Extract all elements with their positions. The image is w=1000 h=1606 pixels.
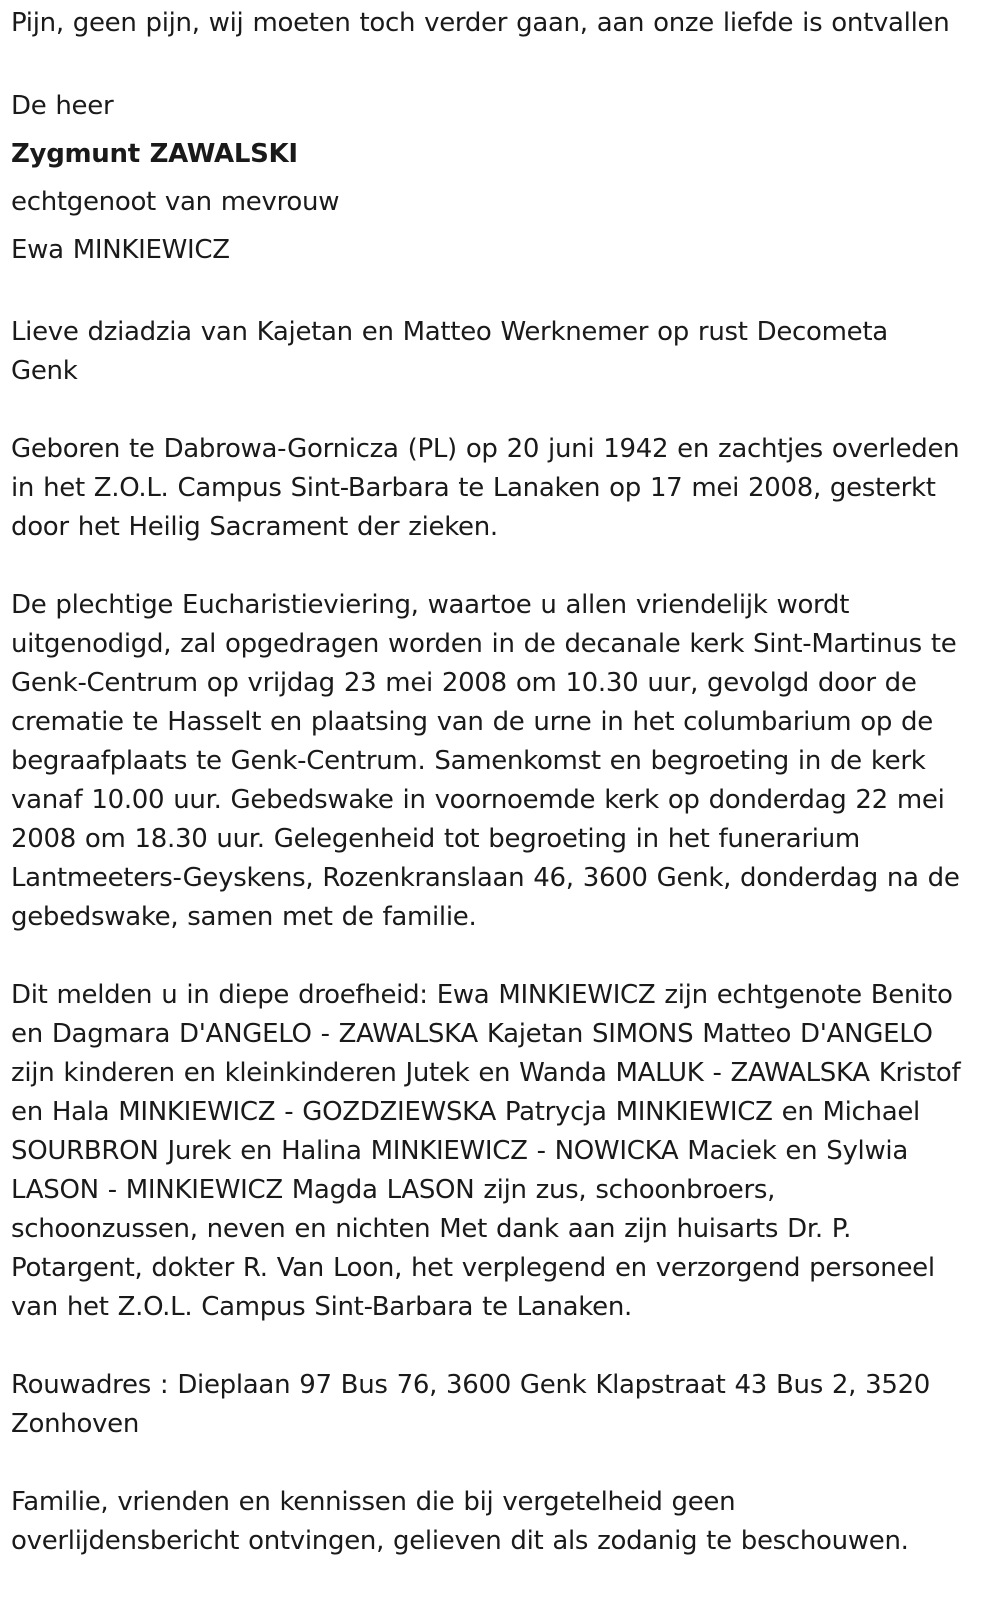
ceremony-line: uitgenodigd, zal opgedragen worden in de decanale kerk Sint-Martinus te: [11, 629, 957, 659]
family-line: Dit melden u in diepe droefheid: Ewa MINKIEWICZ zijn echtgenote Benito: [11, 980, 953, 1010]
ceremony-line: Genk-Centrum op vrijdag 23 mei 2008 om 10.30 uur, gevolgd door de: [11, 668, 917, 698]
address-line: Rouwadres : Dieplaan 97 Bus 76, 3600 Genk Klapstraat 43 Bus 2, 3520: [11, 1370, 931, 1400]
closing-paragraph: [11, 1483, 986, 1561]
ceremony-line: Lantmeeters-Geyskens, Rozenkranslaan 46, 3600 Genk, donderdag na de: [11, 863, 960, 893]
ceremony-line: gebedswake, samen met de familie.: [11, 902, 477, 932]
spacer: [11, 46, 986, 82]
address-paragraph: [11, 1366, 986, 1444]
ceremony-paragraph: [11, 586, 986, 937]
spacer: [11, 274, 986, 313]
ceremony-line: crematie te Hasselt en plaatsing van de urne in het columbarium op de: [11, 707, 933, 737]
family-line: schoonzussen, neven en nichten Met dank aan zijn huisarts Dr. P.: [11, 1214, 852, 1244]
family-line: en Dagmara D'ANGELO - ZAWALSKA Kajetan SIMONS Matteo D'ANGELO: [11, 1019, 933, 1049]
birth-paragraph: [11, 430, 986, 547]
family-line: SOURBRON Jurek en Halina MINKIEWICZ - NOWICKA Maciek en Sylwia: [11, 1136, 908, 1166]
spacer: [11, 1327, 986, 1366]
birth-line: Geboren te Dabrowa-Gornicza (PL) op 20 juni 1942 en zachtjes overleden: [11, 434, 960, 464]
family-line: LASON - MINKIEWICZ Magda LASON zijn zus, schoonbroers,: [11, 1175, 776, 1205]
birth-line: door het Heilig Sacrament der zieken.: [11, 512, 498, 542]
ceremony-line: begraafplaats te Genk-Centrum. Samenkomst en begroeting in de kerk: [11, 746, 926, 776]
family-line: van het Z.O.L. Campus Sint-Barbara te Lanaken.: [11, 1292, 632, 1322]
birth-line: in het Z.O.L. Campus Sint-Barbara te Lanaken op 17 mei 2008, gesterkt: [11, 473, 936, 503]
spacer: [11, 1444, 986, 1483]
description-line: Genk: [11, 356, 78, 386]
spacer: [11, 937, 986, 976]
obituary-document: [11, 0, 986, 1561]
ceremony-line: vanaf 10.00 uur. Gebedswake in voornoemde kerk op donderdag 22 mei: [11, 785, 945, 815]
family-paragraph: [11, 976, 986, 1327]
closing-line: overlijdensbericht ontvingen, gelieven dit als zodanig te beschouwen.: [11, 1526, 909, 1556]
address-line: Zonhoven: [11, 1409, 140, 1439]
family-line: Potargent, dokter R. Van Loon, het verplegend en verzorgend personeel: [11, 1253, 935, 1283]
family-line: zijn kinderen en kleinkinderen Jutek en Wanda MALUK - ZAWALSKA Kristof: [11, 1058, 961, 1088]
ceremony-line: 2008 om 18.30 uur. Gelegenheid tot begroeting in het funerarium: [11, 824, 860, 854]
description-paragraph: [11, 313, 986, 391]
description-line: Lieve dziadzia van Kajetan en Matteo Werknemer op rust Decometa: [11, 317, 888, 347]
spacer: [11, 547, 986, 586]
family-line: en Hala MINKIEWICZ - GOZDZIEWSKA Patrycja MINKIEWICZ en Michael: [11, 1097, 920, 1127]
intro-line: Pijn, geen pijn, wij moeten toch verder gaan, aan onze liefde is ontvallen: [11, 8, 950, 38]
ceremony-line: De plechtige Eucharistieviering, waartoe u allen vriendelijk wordt: [11, 590, 850, 620]
deceased-name: Zygmunt ZAWALSKI: [11, 139, 298, 169]
salutation: De heer: [11, 91, 114, 121]
closing-line: Familie, vrienden en kennissen die bij vergetelheid geen: [11, 1487, 736, 1517]
spouse-intro: echtgenoot van mevrouw: [11, 187, 340, 217]
spacer: [11, 391, 986, 430]
spouse-name: Ewa MINKIEWICZ: [11, 235, 230, 265]
